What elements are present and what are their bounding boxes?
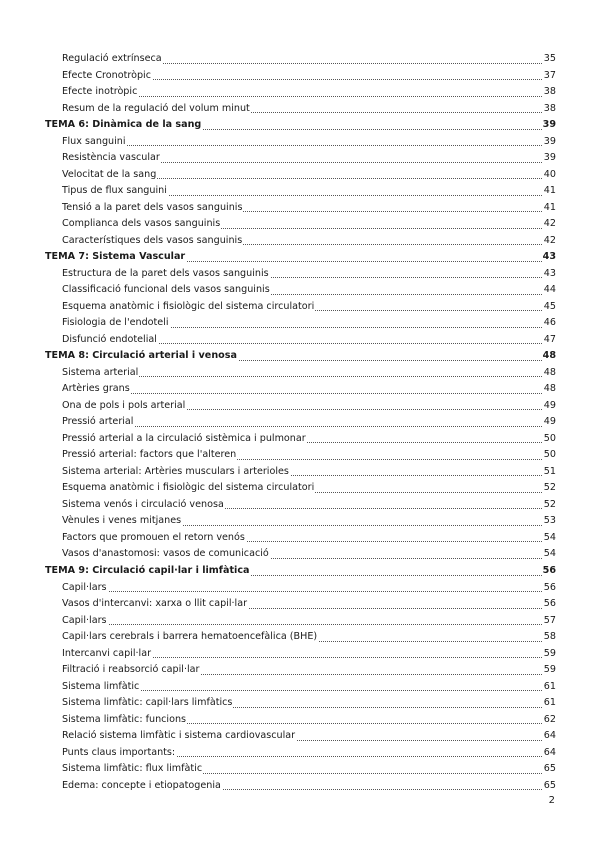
toc-entry-page: 37 <box>543 68 556 85</box>
toc-entry-page: 56 <box>542 563 556 580</box>
toc-entry-title: TEMA 8: Circulació arterial i venosa <box>45 350 237 362</box>
toc-entry-title: Característiques dels vasos sanguinis <box>62 234 243 246</box>
table-of-contents <box>45 51 556 794</box>
toc-entry-title: Sistema arterial <box>62 366 139 378</box>
toc-entry-page: 56 <box>543 596 556 613</box>
toc-entry-page: 45 <box>543 299 556 316</box>
toc-entry-page: 52 <box>543 497 556 514</box>
toc-entry-page: 48 <box>543 365 556 382</box>
toc-entry-page: 44 <box>543 282 556 299</box>
toc-entry-title: Disfunció endotelial <box>62 333 157 345</box>
toc-entry-page: 61 <box>543 695 556 712</box>
toc-section-entry[interactable] <box>45 101 556 118</box>
toc-entry-title: Filtració i reabsorció capil·lar <box>62 664 200 676</box>
toc-entry-page: 49 <box>543 414 556 431</box>
toc-entry-title: Sistema limfàtic: funcions <box>62 713 187 725</box>
toc-entry-title: Tensió a la paret dels vasos sanguinis <box>62 201 243 213</box>
toc-entry-page: 35 <box>543 51 556 68</box>
toc-entry-title: Pressió arterial <box>62 416 134 428</box>
toc-entry-page: 56 <box>543 580 556 597</box>
toc-section-entry[interactable] <box>45 728 556 745</box>
toc-entry-title: Pressió arterial: factors que l'alteren <box>62 449 237 461</box>
toc-entry-page: 47 <box>543 332 556 349</box>
toc-entry-title: Vènules i venes mitjanes <box>62 515 182 527</box>
toc-entry-title: Flux sanguini <box>62 135 126 147</box>
toc-section-entry[interactable] <box>45 134 556 151</box>
toc-entry-page: 51 <box>543 464 556 481</box>
toc-entry-title: TEMA 9: Circulació capil·lar i limfàtica <box>45 564 250 576</box>
toc-section-entry[interactable] <box>45 513 556 530</box>
toc-section-entry[interactable] <box>45 51 556 68</box>
toc-section-entry[interactable] <box>45 398 556 415</box>
toc-section-entry[interactable] <box>45 745 556 762</box>
toc-section-entry[interactable] <box>45 381 556 398</box>
toc-section-entry[interactable] <box>45 464 556 481</box>
toc-chapter-entry[interactable] <box>45 249 556 266</box>
toc-section-entry[interactable] <box>45 233 556 250</box>
toc-section-entry[interactable] <box>45 414 556 431</box>
toc-entry-page: 48 <box>543 381 556 398</box>
toc-chapter-entry[interactable] <box>45 563 556 580</box>
toc-entry-page: 41 <box>543 200 556 217</box>
toc-entry-page: 59 <box>543 662 556 679</box>
toc-entry-page: 54 <box>543 546 556 563</box>
toc-section-entry[interactable] <box>45 530 556 547</box>
toc-section-entry[interactable] <box>45 282 556 299</box>
toc-section-entry[interactable] <box>45 299 556 316</box>
toc-entry-title: TEMA 6: Dinàmica de la sang <box>45 119 202 131</box>
toc-section-entry[interactable] <box>45 546 556 563</box>
toc-entry-title: TEMA 7: Sistema Vascular <box>45 251 186 263</box>
toc-entry-title: Velocitat de la sang <box>62 168 157 180</box>
toc-entry-title: Estructura de la paret dels vasos sanguinis <box>62 267 269 279</box>
toc-entry-title: Resum de la regulació del volum minut <box>62 102 250 114</box>
toc-entry-page: 39 <box>543 150 556 167</box>
toc-entry-title: Punts claus importants: <box>62 746 176 758</box>
toc-entry-title: Esquema anatòmic i fisiològic del sistema circulatori <box>62 300 315 312</box>
toc-entry-page: 41 <box>543 183 556 200</box>
toc-section-entry[interactable] <box>45 778 556 795</box>
toc-entry-title: Relació sistema limfàtic i sistema cardiovascular <box>62 730 296 742</box>
toc-section-entry[interactable] <box>45 497 556 514</box>
toc-entry-page: 42 <box>543 216 556 233</box>
toc-entry-title: Fisiologia de l'endoteli <box>62 317 169 329</box>
toc-entry-page: 43 <box>542 249 556 266</box>
toc-section-entry[interactable] <box>45 183 556 200</box>
toc-entry-page: 40 <box>543 167 556 184</box>
toc-entry-page: 52 <box>543 480 556 497</box>
toc-section-entry[interactable] <box>45 712 556 729</box>
toc-entry-title: Intercanvi capil·lar <box>62 647 152 659</box>
toc-section-entry[interactable] <box>45 266 556 283</box>
toc-entry-title: Capil·lars <box>62 614 107 626</box>
toc-section-entry[interactable] <box>45 150 556 167</box>
toc-section-entry[interactable] <box>45 662 556 679</box>
toc-section-entry[interactable] <box>45 596 556 613</box>
toc-entry-title: Vasos d'anastomosi: vasos de comunicació <box>62 548 269 560</box>
toc-chapter-entry[interactable] <box>45 348 556 365</box>
toc-section-entry[interactable] <box>45 365 556 382</box>
toc-entry-title: Factors que promouen el retorn venós <box>62 531 245 543</box>
toc-entry-title: Vasos d'intercanvi: xarxa o llit capil·lar <box>62 598 248 610</box>
toc-entry-title: Sistema arterial: Artèries musculars i arterioles <box>62 465 289 477</box>
toc-section-entry[interactable] <box>45 68 556 85</box>
toc-entry-title: Tipus de flux sanguini <box>62 185 167 197</box>
toc-entry-page: 50 <box>543 431 556 448</box>
toc-section-entry[interactable] <box>45 315 556 332</box>
toc-section-entry[interactable] <box>45 480 556 497</box>
toc-section-entry[interactable] <box>45 431 556 448</box>
toc-entry-title: Capil·lars <box>62 581 107 593</box>
toc-section-entry[interactable] <box>45 679 556 696</box>
toc-section-entry[interactable] <box>45 629 556 646</box>
toc-entry-page: 39 <box>543 134 556 151</box>
toc-entry-page: 64 <box>543 728 556 745</box>
toc-section-entry[interactable] <box>45 613 556 630</box>
toc-entry-title: Sistema limfàtic: flux limfàtic <box>62 763 203 775</box>
page-number: 2 <box>548 795 555 806</box>
toc-entry-page: 49 <box>543 398 556 415</box>
toc-entry-page: 65 <box>543 778 556 795</box>
toc-section-entry[interactable] <box>45 200 556 217</box>
toc-section-entry[interactable] <box>45 761 556 778</box>
toc-entry-page: 58 <box>543 629 556 646</box>
toc-entry-title: Sistema venós i circulació venosa <box>62 498 224 510</box>
toc-entry-page: 65 <box>543 761 556 778</box>
toc-entry-title: Pressió arterial a la circulació sistèmica i pulmonar <box>62 432 306 444</box>
toc-entry-page: 57 <box>543 613 556 630</box>
toc-entry-page: 64 <box>543 745 556 762</box>
toc-section-entry[interactable] <box>45 84 556 101</box>
toc-entry-title: Sistema limfàtic <box>62 680 140 692</box>
toc-chapter-entry[interactable] <box>45 117 556 134</box>
toc-section-entry[interactable] <box>45 447 556 464</box>
toc-entry-title: Classificació funcional dels vasos sanguinis <box>62 284 270 296</box>
toc-entry-title: Ona de pols i pols arterial <box>62 399 186 411</box>
toc-entry-page: 38 <box>543 101 556 118</box>
toc-entry-page: 53 <box>543 513 556 530</box>
toc-entry-title: Sistema limfàtic: capil·lars limfàtics <box>62 697 233 709</box>
toc-entry-page: 42 <box>543 233 556 250</box>
toc-entry-page: 50 <box>543 447 556 464</box>
toc-entry-page: 62 <box>543 712 556 729</box>
toc-entry-title: Regulació extrínseca <box>62 53 162 64</box>
toc-entry-title: Efecte Cronotròpic <box>62 69 151 81</box>
toc-entry-title: Efecte inotròpic <box>62 86 138 98</box>
toc-entry-title: Esquema anatòmic i fisiològic del sistema circulatori <box>62 482 315 494</box>
toc-section-entry[interactable] <box>45 646 556 663</box>
toc-entry-title: Artèries grans <box>62 383 130 395</box>
toc-section-entry[interactable] <box>45 580 556 597</box>
toc-entry-page: 61 <box>543 679 556 696</box>
toc-entry-title: Capil·lars cerebrals i barrera hematoencefàlica (BHE) <box>62 631 318 643</box>
toc-section-entry[interactable] <box>45 332 556 349</box>
toc-entry-page: 54 <box>543 530 556 547</box>
toc-section-entry[interactable] <box>45 216 556 233</box>
toc-entry-page: 43 <box>543 266 556 283</box>
toc-entry-title: Edema: concepte i etiopatogenia <box>62 779 221 791</box>
toc-entry-title: Resistència vascular <box>62 152 160 164</box>
toc-entry-page: 48 <box>542 348 556 365</box>
toc-section-entry[interactable] <box>45 167 556 184</box>
toc-section-entry[interactable] <box>45 695 556 712</box>
toc-entry-page: 46 <box>543 315 556 332</box>
toc-entry-title: Complianca dels vasos sanguinis <box>62 218 221 230</box>
toc-entry-page: 59 <box>543 646 556 663</box>
toc-entry-page: 38 <box>543 84 556 101</box>
toc-entry-page: 39 <box>542 117 556 134</box>
